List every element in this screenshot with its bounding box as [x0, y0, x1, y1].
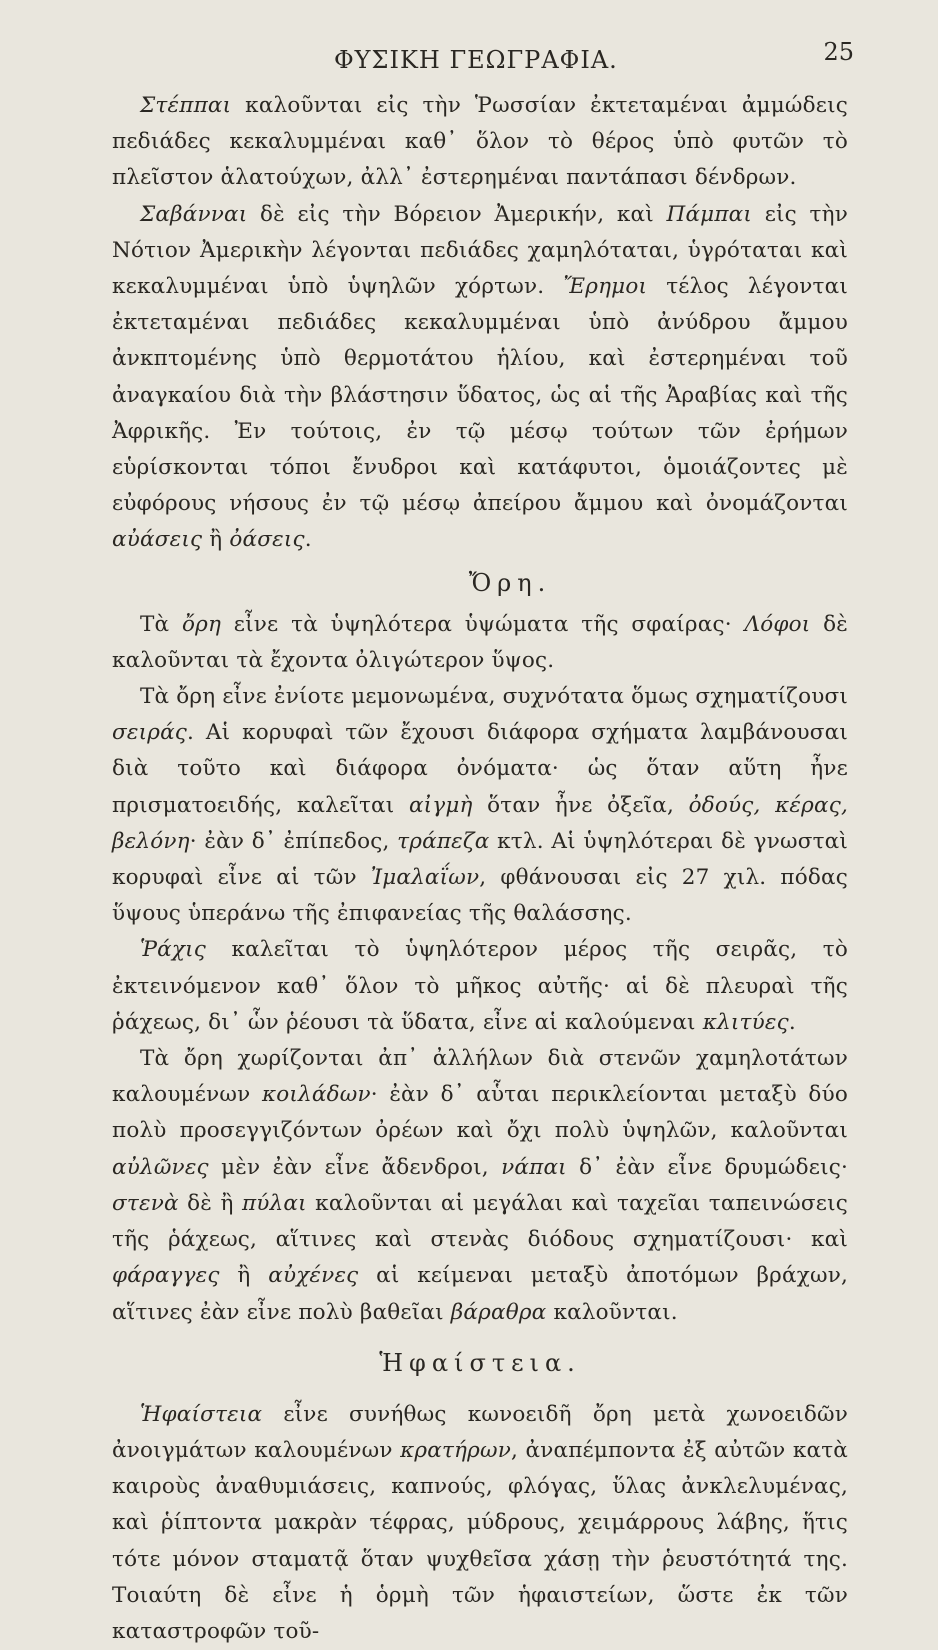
italic-term: Πάμπαι — [666, 201, 753, 227]
text-run: τέλος λέγονται ἐκτεταμέναι πεδιάδες κεκαλυμμέναι ὑπὸ ἀνύδρου ἄμμου ἀνκπτομένης ὑπὸ θερμοτάτου ἡλίου, καὶ ἐστερημέναι τοῦ ἀναγκαίου διὰ τὴν βλάστησιν ὕδατος, ὡς αἱ τῆς Ἀραβίας καὶ τῆς Ἀφρικῆς. Ἐν τούτοις, ἐν τῷ μέσῳ τούτων τῶν ἐρήμων εὑρίσκονται τόποι ἔνυδροι καὶ κατάφυτοι, ὁμοιάζοντες μὲ εὐφόρους νήσους ἐν τῷ μέσῳ ἀπείρου ἄμμου καὶ ὀνομάζονται — [112, 274, 848, 517]
italic-term: κλιτύες — [702, 1009, 789, 1035]
text-run: καλοῦνται αἱ μεγάλαι καὶ ταχεῖαι ταπεινώσεις τῆς ῥάχεως, αἵτινες καὶ στενὰς διόδους σχηματίζουσι· καὶ — [112, 1190, 848, 1253]
italic-term: Ῥάχις — [140, 937, 207, 963]
italic-term: Ἡφαίστεια — [140, 1401, 263, 1427]
italic-term: κρατήρων — [400, 1437, 511, 1463]
text-run: , ἀναπέμποντα ἐξ αὐτῶν κατὰ καιροὺς ἀναθυμιάσεις, καπνούς, φλόγας, ὕλας ἀνκλελυμένας, καὶ ῥίπτοντα μακρὰν τέφρας, μύδρους, χειμάρρους λάβης, ἥτις τότε μόνον σταματᾷ ὅταν ψυχθεῖσα χάσῃ τὴν ῥευστότητά της. Τοιαύτη δὲ εἶνε ἡ ὁρμὴ τῶν ἡφαιστείων, ὥστε ἐκ τῶν καταστροφῶν τοῦ- — [112, 1437, 849, 1644]
italic-term: νάπαι — [501, 1154, 567, 1180]
paragraph-mountains-definition — [112, 607, 848, 679]
text-run: καλοῦνται εἰς τὴν Ῥωσσίαν ἐκτεταμέναι ἀμμώδεις πεδιάδες κεκαλυμμέναι καθ᾽ ὅλον τὸ θέρος ὑπὸ φυτῶν τὸ πλεῖστον ἁλατούχων, ἀλλ᾽ ἐστερημέναι παντάπασι δένδρων. — [112, 93, 848, 191]
italic-term: Ἰμαλαΐων — [370, 865, 480, 891]
italic-term: τράπεζα — [397, 828, 490, 854]
text-run: δὲ ἢ — [178, 1190, 242, 1216]
text-run: ὅταν ἦνε ὀξεῖα, — [472, 792, 689, 818]
paragraph-steppes — [112, 88, 848, 197]
text-run: δὲ εἰς τὴν Βόρειον Ἀμερικήν, καὶ — [247, 201, 667, 227]
text-run: · ἐὰν δ᾽ αὗται περικλείονται μεταξὺ δύο πολὺ προσεγγιζόντων ὀρέων καὶ ὄχι πολὺ ὑψηλῶν, καλοῦνται — [112, 1082, 848, 1144]
text-run: ἢ — [219, 1263, 269, 1289]
text-run: καλεῖται τὸ ὑψηλότερον μέρος τῆς σειρᾶς, τὸ ἐκτεινόμενον καθ᾽ ὅλον τὸ μῆκος αὐτῆς· αἱ δὲ πλευραὶ τῆς ῥάχεως, δι᾽ ὧν ῥέουσι τὰ ὕδατα, εἶνε αἱ καλούμεναι — [112, 937, 848, 1035]
running-title: ΦΥΣΙΚΗ ΓΕΩΓΡΑΦΙΑ. — [334, 46, 618, 74]
italic-term: σειράς — [112, 720, 188, 746]
italic-term: φάραγγες — [112, 1263, 220, 1289]
text-run: εἰς τὴν Νότιον Ἀμερικὴν λέγονται πεδιάδες χαμηλόταται, ὑγρόταται καὶ κεκαλυμμέναι ὑπὸ ὑψηλῶν χόρτων. — [112, 201, 848, 300]
paragraph-valleys — [112, 1041, 848, 1331]
paragraph-savannas-deserts — [112, 197, 848, 559]
italic-term: αὐχένες — [268, 1263, 359, 1289]
paragraph-mountain-peaks — [112, 679, 848, 932]
text-run: εἶνε τὰ ὑψηλότερα ὑψώματα τῆς σφαίρας· — [221, 611, 745, 637]
text-run: . — [788, 1009, 796, 1035]
italic-term: ὀάσεις — [229, 527, 305, 553]
italic-term: αἰγμὴ — [408, 792, 473, 818]
text-run: ἢ — [202, 527, 230, 553]
text-run: Τὰ — [140, 611, 182, 637]
section-heading-mountains: Ὄρη. — [468, 568, 552, 597]
paragraph-ridge — [112, 932, 848, 1041]
paragraph-volcanoes — [112, 1397, 848, 1650]
section-heading-volcanoes: Ἡφαίστεια. — [379, 1348, 581, 1377]
page-header — [112, 38, 854, 88]
text-run: δ᾽ ἐὰν εἶνε δρυμώδεις· — [566, 1154, 848, 1180]
text-run: κτλ. Αἱ ὑψηλότεραι δὲ γνωσταὶ κορυφαὶ εἶνε αἱ τῶν — [112, 828, 849, 891]
italic-term: αὐλῶνες — [112, 1154, 209, 1180]
italic-term: αὐάσεις — [112, 527, 203, 553]
text-run: εἶνε συνήθως κωνοειδῆ ὄρη μετὰ χωνοειδῶν ἀνοιγμάτων καλουμένων — [112, 1401, 848, 1463]
italic-term: Στέππαι — [140, 93, 232, 118]
italic-term: ὀδούς, κέρας, βελόνη — [112, 792, 848, 854]
page-number: 25 — [823, 38, 854, 66]
italic-term: πύλαι — [241, 1190, 307, 1216]
text-run: δὲ καλοῦνται τὰ ἔχοντα ὀλιγώτερον ὕψος. — [112, 611, 849, 673]
italic-term: κοιλάδων — [261, 1082, 371, 1108]
text-run: μὲν ἐὰν εἶνε ἄδενδροι, — [208, 1154, 502, 1180]
italic-term: Λόφοι — [744, 611, 811, 637]
italic-term: Σαβάνναι — [140, 201, 248, 227]
text-run: . — [304, 527, 312, 553]
italic-term: ὄρη — [182, 611, 222, 637]
text-run: . Αἱ κορυφαὶ τῶν ἔχουσι διάφορα σχήματα λαμβάνουσαι διὰ τοῦτο καὶ διάφορα ὀνόματα· ὡς ὅταν αὕτη ἦνε πρισματοειδής, καλεῖται — [112, 720, 848, 818]
text-run: , φθάνουσαι εἰς 27 χιλ. πόδας ὕψους ὑπεράνω τῆς ἐπιφανείας τῆς θαλάσσης. — [112, 865, 848, 927]
italic-term: βάραθρα — [450, 1299, 547, 1325]
text-run: · ἐὰν δ᾽ ἐπίπεδος, — [189, 828, 398, 854]
text-run: Τὰ ὄρη εἶνε ἐνίοτε μεμονωμένα, συχνότατα ὅμως σχηματίζουσι — [140, 684, 848, 710]
text-run: Τὰ ὄρη χωρίζονται ἀπ᾽ ἀλλήλων διὰ στενῶν χαμηλοτάτων καλουμένων — [112, 1046, 848, 1108]
text-run: αἱ κείμεναι μεταξὺ ἀποτόμων βράχων, αἵτινες ἐὰν εἶνε πολὺ βαθεῖαι — [112, 1263, 848, 1325]
text-run: καλοῦνται. — [546, 1299, 678, 1325]
italic-term: στενὰ — [112, 1190, 179, 1216]
italic-term: Ἔρημοι — [563, 274, 648, 300]
